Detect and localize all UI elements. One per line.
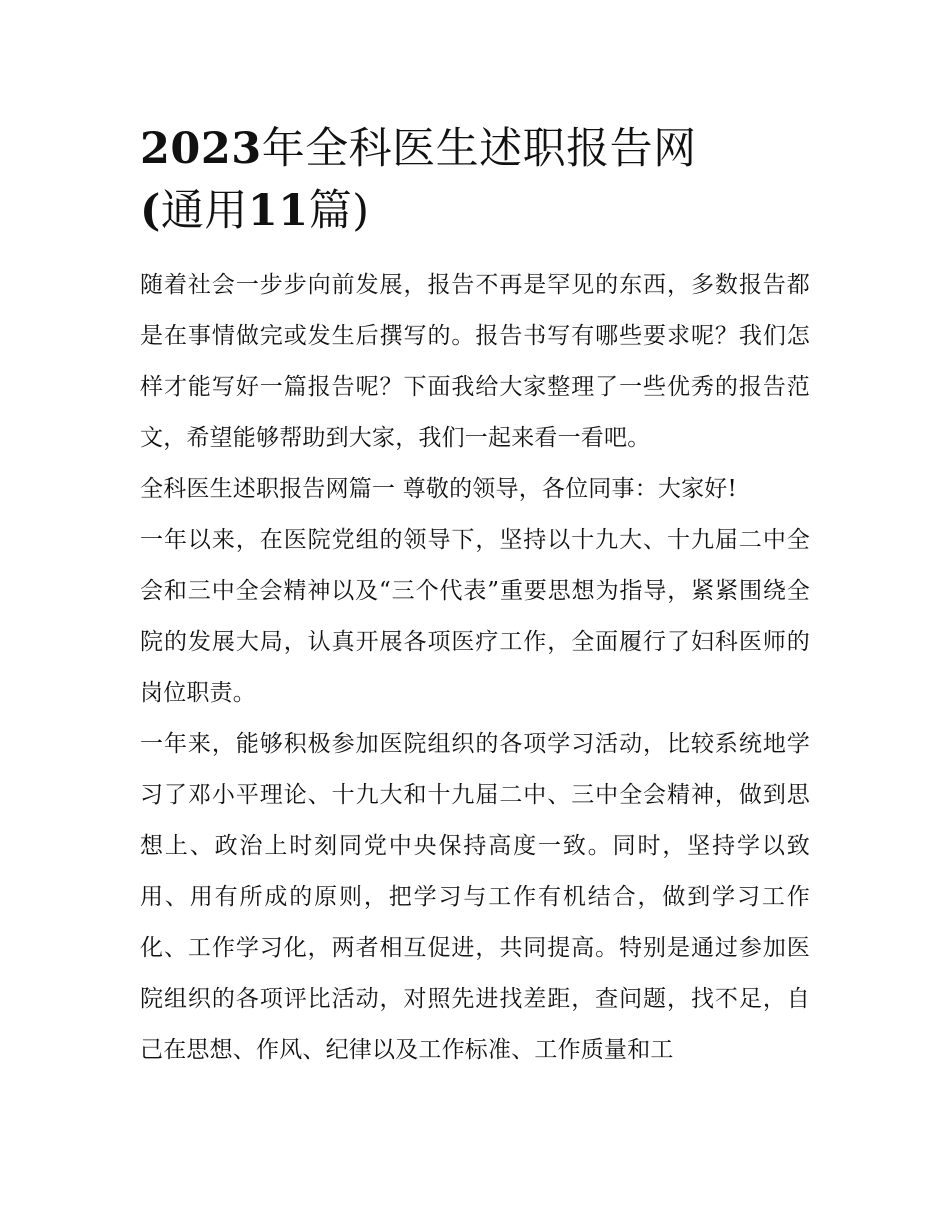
title-text-line1: 年全科医生述职报告网 xyxy=(261,124,697,174)
paragraph-overview: 一年以来，在医院党组的领导下，坚持以十九大、十九届二中全会和三中全会精神以及“三个代表”重要思想为指导，紧紧围绕全院的发展大局，认真开展各项医疗工作，全面履行了妇科医师的岗位职责。 xyxy=(140,527,810,706)
paragraph-study: 一年来，能够积极参加医院组织的各项学习活动，比较系统地学习了邓小平理论、十九大和十九届二中、三中全会精神，做到思想上、政治上时刻同党中央保持高度一致。同时，坚持学以致用、用有所成的原则，把学习与工作有机结合，做到学习工作化、工作学习化，两者相互促进，共同提高。特别是通过参加医院组织的各项评比活动，对照先进找差距，查问题，找不足，自己在思想、作风、纪律以及工作标准、工作质量和工 xyxy=(140,731,810,1063)
paragraph-heading-greeting: 全科医生述职报告网篇一 尊敬的领导，各位同事：大家好! xyxy=(140,476,737,502)
title-suffix: 篇) xyxy=(308,186,370,236)
paragraph-intro: 随着社会一步步向前发展，报告不再是罕见的东西，多数报告都是在事情做完或发生后撰写的。报告书写有哪些要求呢？我们怎样才能写好一篇报告呢？下面我给大家整理了一些优秀的报告范文，希望能够帮助到大家，我们一起来看一看吧。 xyxy=(140,272,810,451)
title-open-paren: ( xyxy=(140,186,161,236)
document-title xyxy=(140,118,810,242)
title-count: 11 xyxy=(247,186,309,236)
document-page xyxy=(140,118,810,1076)
title-text-line2: 通用 xyxy=(160,186,248,236)
document-body xyxy=(140,260,810,1076)
title-year: 2023 xyxy=(140,124,262,174)
